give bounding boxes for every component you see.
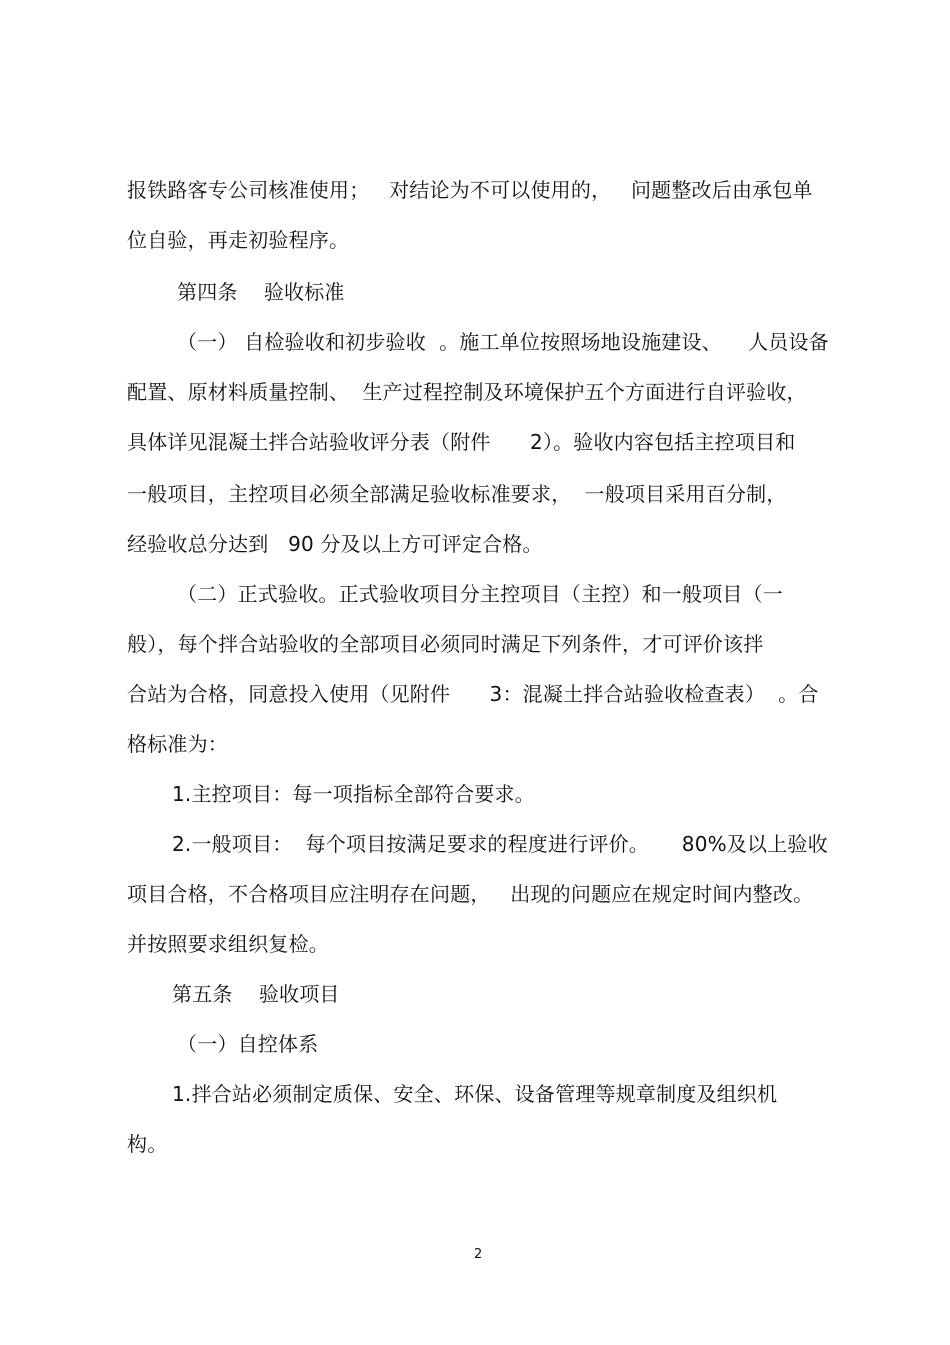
paragraph-line: 并按照要求组织复检。 [127,932,329,956]
paragraph-line: 一般项目，主控项目必须全部满足验收标准要求， 一般项目采用百分制， [127,482,787,506]
paragraph-line: 报铁路客专公司核准使用； 对结论为不可以使用的， 问题整改后由承包单 [127,178,813,202]
paragraph-line: 构。 [127,1132,168,1156]
paragraph-line: 配置、原材料质量控制、 生产过程控制及环境保护五个方面进行自评验收， [127,380,807,404]
article-heading: 第四条 验收标准 [177,280,345,304]
article-heading: 第五条 验收项目 [172,982,340,1006]
paragraph-line: 合站为合格，同意投入使用（见附件 3：混凝土拌合站验收检查表） 。合 [127,682,819,706]
paragraph-line: （一） 自检验收和初步验收 。施工单位按照场地设施建设、 人员设备 [177,330,829,354]
paragraph-line: 经验收总分达到 90 分及以上方可评定合格。 [127,532,543,556]
paragraph-line: 格标准为： [127,732,228,756]
paragraph-line: 位自验，再走初验程序。 [127,228,350,252]
paragraph-line: 具体详见混凝土拌合站验收评分表（附件 2）。验收内容包括主控项目和 [127,430,796,454]
list-item: 2.一般项目： 每个项目按满足要求的程度进行评价。 80%及以上验收 [172,832,828,856]
paragraph-line: 般），每个拌合站验收的全部项目必须同时满足下列条件，才可评价该拌 [127,632,764,656]
section-heading: （一）自控体系 [177,1032,319,1056]
page-number: 2 [474,1247,483,1262]
list-item: 1.拌合站必须制定质保、安全、环保、设备管理等规章制度及组织机 [172,1082,778,1106]
paragraph-line: （二）正式验收。正式验收项目分主控项目（主控）和一般项目（一 [177,582,783,606]
paragraph-line: 项目合格，不合格项目应注明存在问题， 出现的问题应在规定时间内整改。 [127,882,814,906]
list-item: 1.主控项目：每一项指标全部符合要求。 [172,782,535,806]
